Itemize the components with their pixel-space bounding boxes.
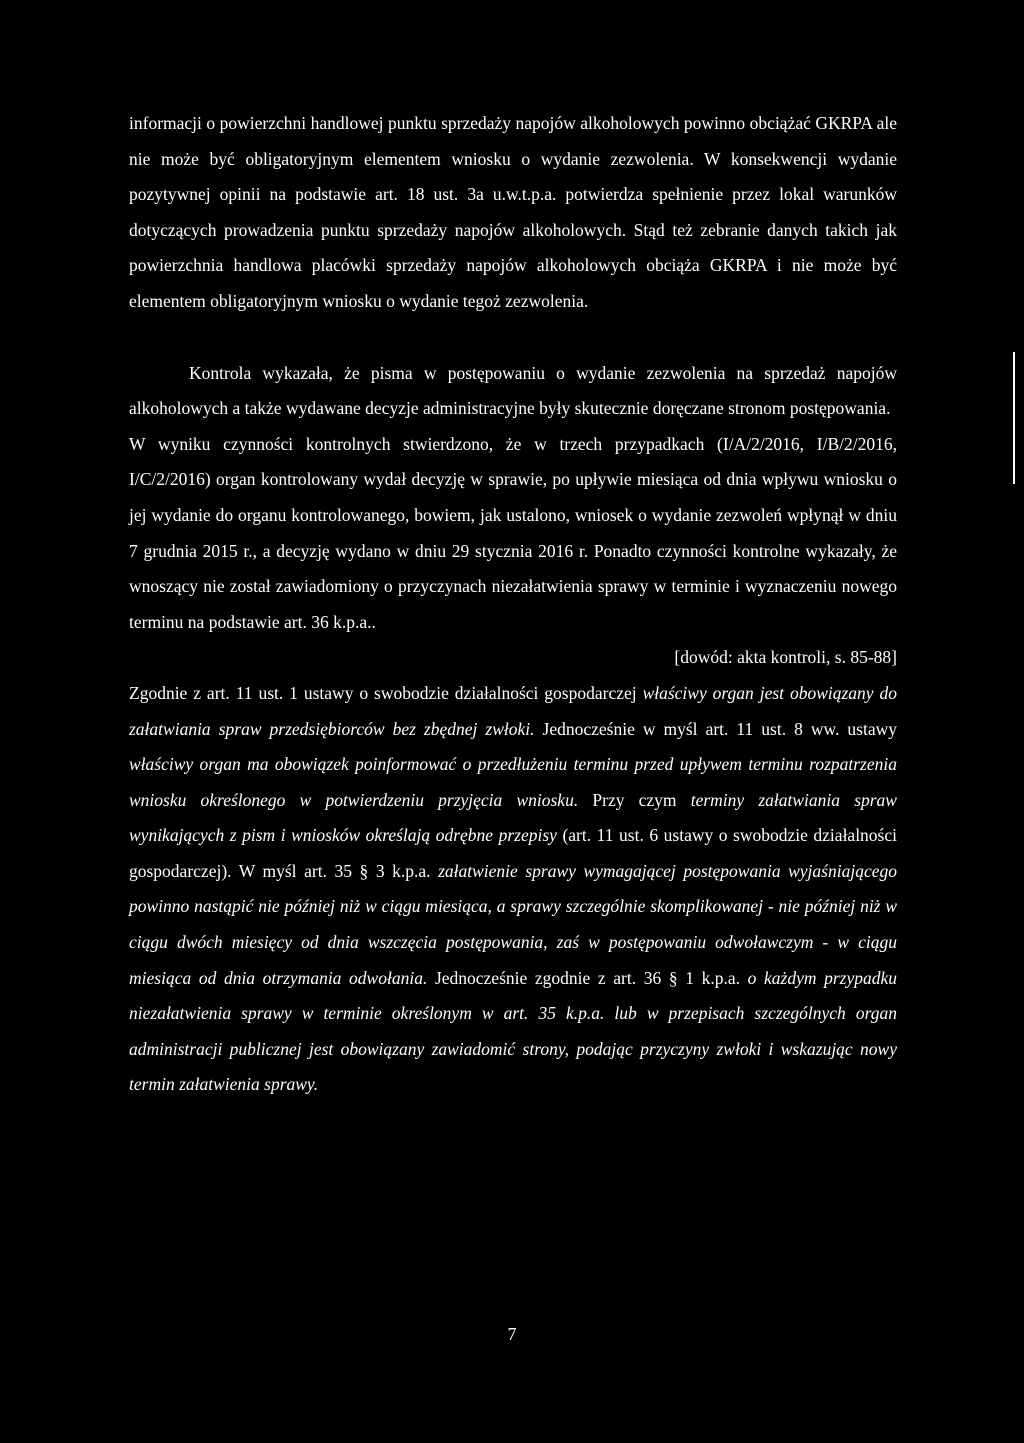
document-body — [129, 106, 897, 1103]
legal-text: Jednocześnie w myśl art. 11 ust. 8 ww. ustawy — [534, 718, 897, 739]
legal-quote: właściwy organ jest obowiązany do załatwiania spraw przedsiębiorców bez zbędnej zwłoki. — [129, 682, 897, 739]
scan-edge-mark — [1013, 352, 1015, 484]
paragraph-legal-basis — [129, 676, 897, 1103]
legal-quote: właściwy organ ma obowiązek poinformować o przedłużeniu terminu przed upływem terminu rozpatrzenia wniosku określonego w potwierdzeniu przyjęcia wniosku. — [129, 754, 897, 810]
legal-quote: załatwienie sprawy wymagającej postępowania wyjaśniającego powinno nastąpić nie później niż w ciągu miesiąca, a sprawy szczególnie skomplikowanej - nie później niż w ciągu dwóch miesięcy od dnia wszczęcia postępowania, zaś w postępowaniu odwoławczym - w ciągu miesiąca od dnia otrzymania odwołania. — [129, 860, 897, 988]
legal-quote: terminy załatwiania spraw wynikających z pism i wniosków określają odrębne przepisy — [129, 789, 897, 846]
page-number: 7 — [507, 1324, 517, 1344]
legal-quote: o każdym przypadku niezałatwienia sprawy w terminie określonym w art. 35 k.p.a. lub w przepisach szczególnych organ administracji publicznej jest obowiązany zawiadomić strony, podając przyczyny zwłoki i wskazując nowy termin załatwienia sprawy. — [129, 967, 898, 1095]
legal-text: Przy czym — [578, 789, 691, 810]
evidence-reference: [dowód: akta kontroli, s. 85-88] — [674, 647, 897, 668]
legal-text: Jednocześnie zgodnie z art. 36 § 1 k.p.a. — [427, 967, 748, 988]
paragraph-gkrpa-opinion: informacji o powierzchni handlowej punktu sprzedaży napojów alkoholowych powinno obciążać GKRPA ale nie może być obligatoryjnym elementem wniosku o wydanie zezwolenia. W konsekwencji wydanie pozytywnej opinii na podstawie art. 18 ust. 3a u.w.t.p.a. potwierdza spełnienie przez lokal warunków dotyczących prowadzenia punktu sprzedaży napojów alkoholowych. Stąd też zebranie danych takich jak powierzchnia handlowa placówki sprzedaży napojów alkoholowych obciąża GKRPA i nie może być elementem obligatoryjnym wniosku o wydanie tegoż zezwolenia. — [129, 113, 897, 311]
paragraph-delivery-findings: Kontrola wykazała, że pisma w postępowaniu o wydanie zezwolenia na sprzedaż napojów alkoholowych a także wydawane decyzje administracyjne były skutecznie doręczane stronom postępowania. — [129, 362, 897, 419]
legal-text: Zgodnie z art. 11 ust. 1 ustawy o swobodzie działalności gospodarczej — [129, 682, 643, 703]
paragraph-control-findings: W wyniku czynności kontrolnych stwierdzono, że w trzech przypadkach (I/A/2/2016, I/B/2/2016, I/C/2/2016) organ kontrolowany wydał decyzję w sprawie, po upływie miesiąca od dnia wpływu wniosku o jej wydanie do organu kontrolowanego, bowiem, jak ustalono, wniosek o wydanie zezwoleń wpłynął w dniu 7 grudnia 2015 r., a decyzję wydano w dniu 29 stycznia 2016 r. Ponadto czynności kontrolne wykazały, że wnoszący nie został zawiadomiony o przyczynach niezałatwienia sprawy w terminie i wyznaczeniu nowego terminu na podstawie art. 36 k.p.a.. — [129, 433, 897, 632]
legal-text: (art. 11 ust. 6 ustawy o swobodzie działalności gospodarczej). W myśl art. 35 § 3 k.p.a. — [129, 825, 897, 881]
